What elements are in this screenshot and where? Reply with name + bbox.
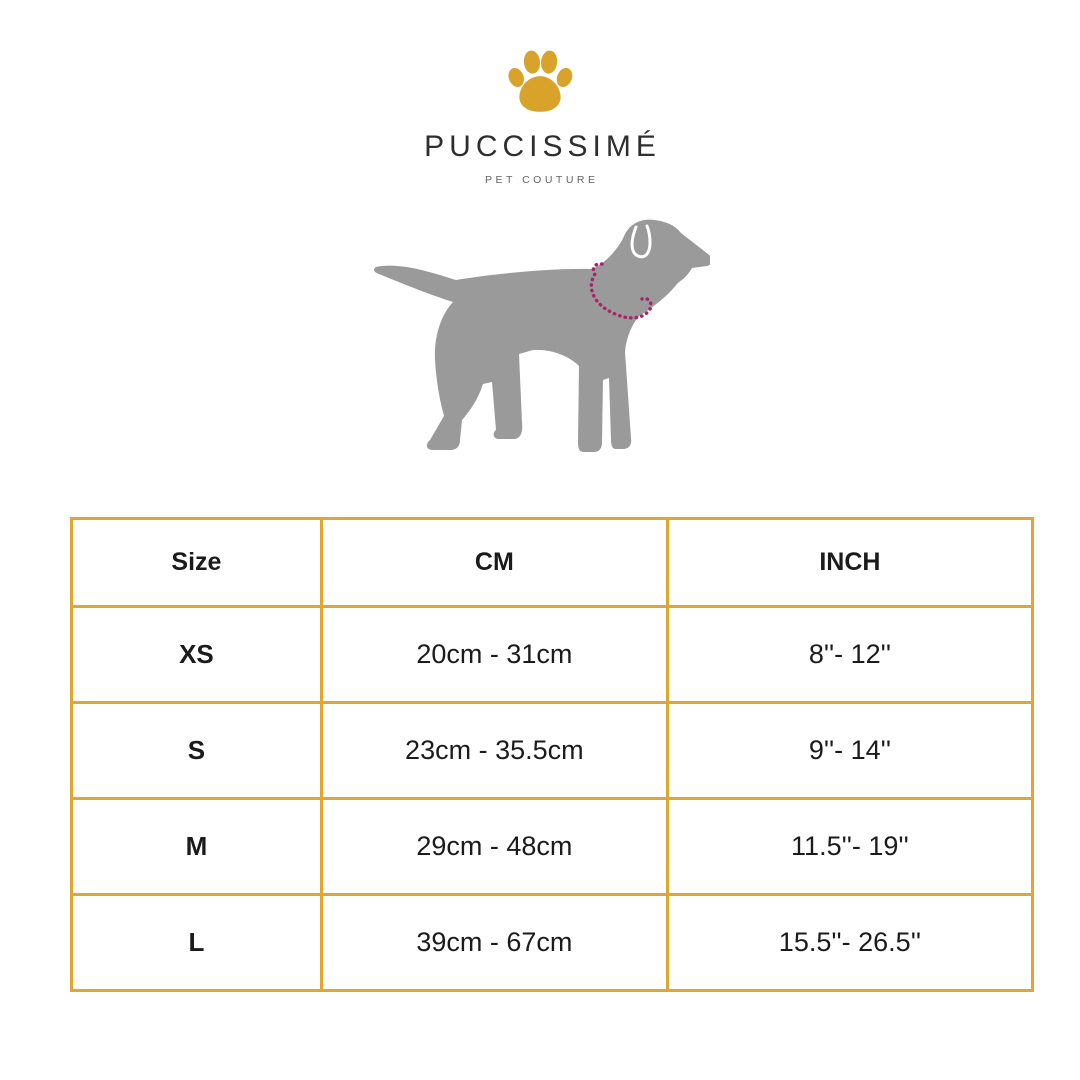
header-inch: INCH <box>667 519 1032 607</box>
dog-illustration <box>370 210 710 464</box>
paw-icon <box>505 44 575 118</box>
inch-range: 9''- 14'' <box>667 703 1032 799</box>
dog-silhouette-icon <box>370 210 710 464</box>
header-cm: CM <box>321 519 667 607</box>
size-label: S <box>72 703 322 799</box>
size-label: L <box>72 895 322 991</box>
size-label: M <box>72 799 322 895</box>
brand-tagline: PET COUTURE <box>484 174 599 186</box>
size-label: XS <box>72 607 322 703</box>
cm-range: 23cm - 35.5cm <box>321 703 667 799</box>
inch-range: 15.5''- 26.5'' <box>667 895 1032 991</box>
cm-range: 20cm - 31cm <box>321 607 667 703</box>
size-chart-table <box>70 517 1034 992</box>
inch-range: 8''- 12'' <box>667 607 1032 703</box>
brand-name: PUCCISSIMÉ <box>424 130 661 163</box>
header-row <box>72 519 1033 607</box>
header-size: Size <box>72 519 322 607</box>
table-row-l <box>72 895 1033 991</box>
table-row-m <box>72 799 1033 895</box>
brand-logo-block <box>0 0 1080 186</box>
cm-range: 39cm - 67cm <box>321 895 667 991</box>
size-chart <box>70 517 1034 992</box>
cm-range: 29cm - 48cm <box>321 799 667 895</box>
table-row-xs <box>72 607 1033 703</box>
table-row-s <box>72 703 1033 799</box>
inch-range: 11.5''- 19'' <box>667 799 1032 895</box>
